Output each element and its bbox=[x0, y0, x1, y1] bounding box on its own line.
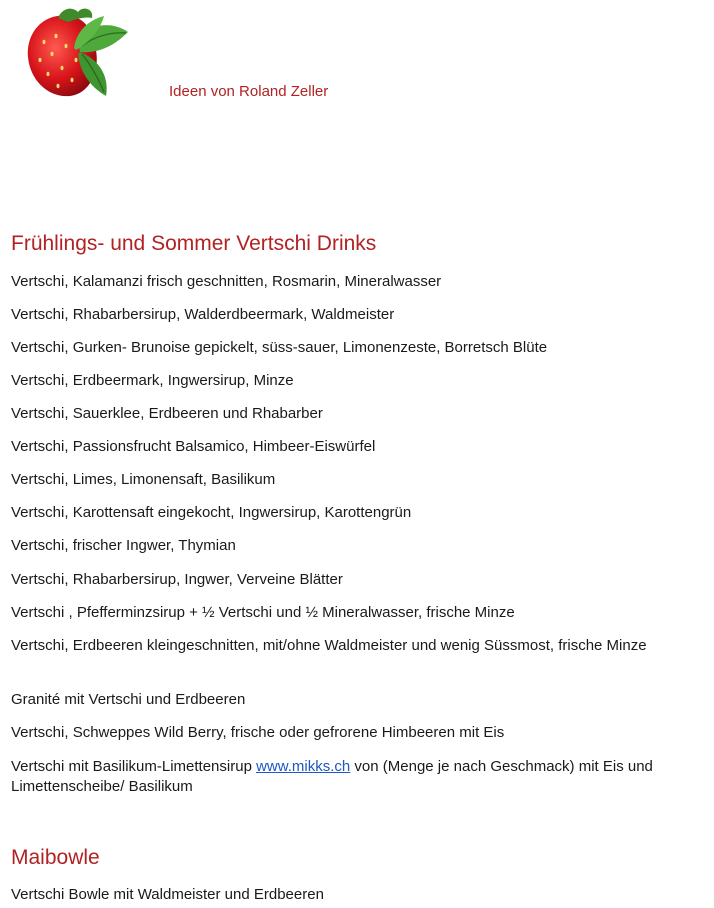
list-item: Vertschi, Sauerklee, Erdbeeren und Rhabarber bbox=[11, 405, 323, 422]
list-item: Vertschi Bowle mit Waldmeister und Erdbeeren bbox=[11, 886, 324, 903]
section-title-maibowle: Maibowle bbox=[11, 846, 100, 869]
section-title-summer-drinks: Frühlings- und Sommer Vertschi Drinks bbox=[11, 232, 377, 255]
list-item: Vertschi, Rhabarbersirup, Ingwer, Verveine Blätter bbox=[11, 571, 343, 588]
list-item: Vertschi , Pfefferminzsirup + ½ Vertschi und ½ Mineralwasser, frische Minze bbox=[11, 604, 515, 621]
list-item: Vertschi, Gurken- Brunoise gepickelt, süss-sauer, Limonenzeste, Borretsch Blüte bbox=[11, 339, 548, 356]
list-item: Vertschi, Limes, Limonensaft, Basilikum bbox=[11, 471, 276, 488]
list-item: Vertschi, Erdbeeren kleingeschnitten, mit/ohne Waldmeister und wenig Süssmost, frische Minze bbox=[11, 637, 647, 654]
list-item: Vertschi, Schweppes Wild Berry, frische oder gefrorene Himbeeren mit Eis bbox=[11, 724, 505, 741]
list-item-text-before: Vertschi mit Basilikum-Limettensirup bbox=[11, 758, 257, 775]
list-item: Vertschi, Erdbeermark, Ingwersirup, Minze bbox=[11, 372, 294, 389]
strawberry-mint-icon bbox=[22, 2, 134, 102]
author-credit: Ideen von Roland Zeller bbox=[169, 83, 329, 100]
mikks-link[interactable]: www.mikks.ch bbox=[256, 758, 351, 775]
list-item-with-link bbox=[11, 757, 706, 797]
list-item: Vertschi, Karottensaft eingekocht, Ingwersirup, Karottengrün bbox=[11, 504, 412, 521]
list-item-text-after: von (Menge je nach Geschmack) mit Eis und Limettenscheibe/ Basilikum bbox=[11, 758, 653, 795]
list-item: Granité mit Vertschi und Erdbeeren bbox=[11, 691, 246, 708]
list-item: Vertschi, Rhabarbersirup, Walderdbeermark, Waldmeister bbox=[11, 306, 395, 323]
list-item: Vertschi, Passionsfrucht Balsamico, Himbeer-Eiswürfel bbox=[11, 438, 376, 455]
list-item: Vertschi, frischer Ingwer, Thymian bbox=[11, 537, 236, 554]
list-item: Vertschi, Kalamanzi frisch geschnitten, Rosmarin, Mineralwasser bbox=[11, 273, 442, 290]
